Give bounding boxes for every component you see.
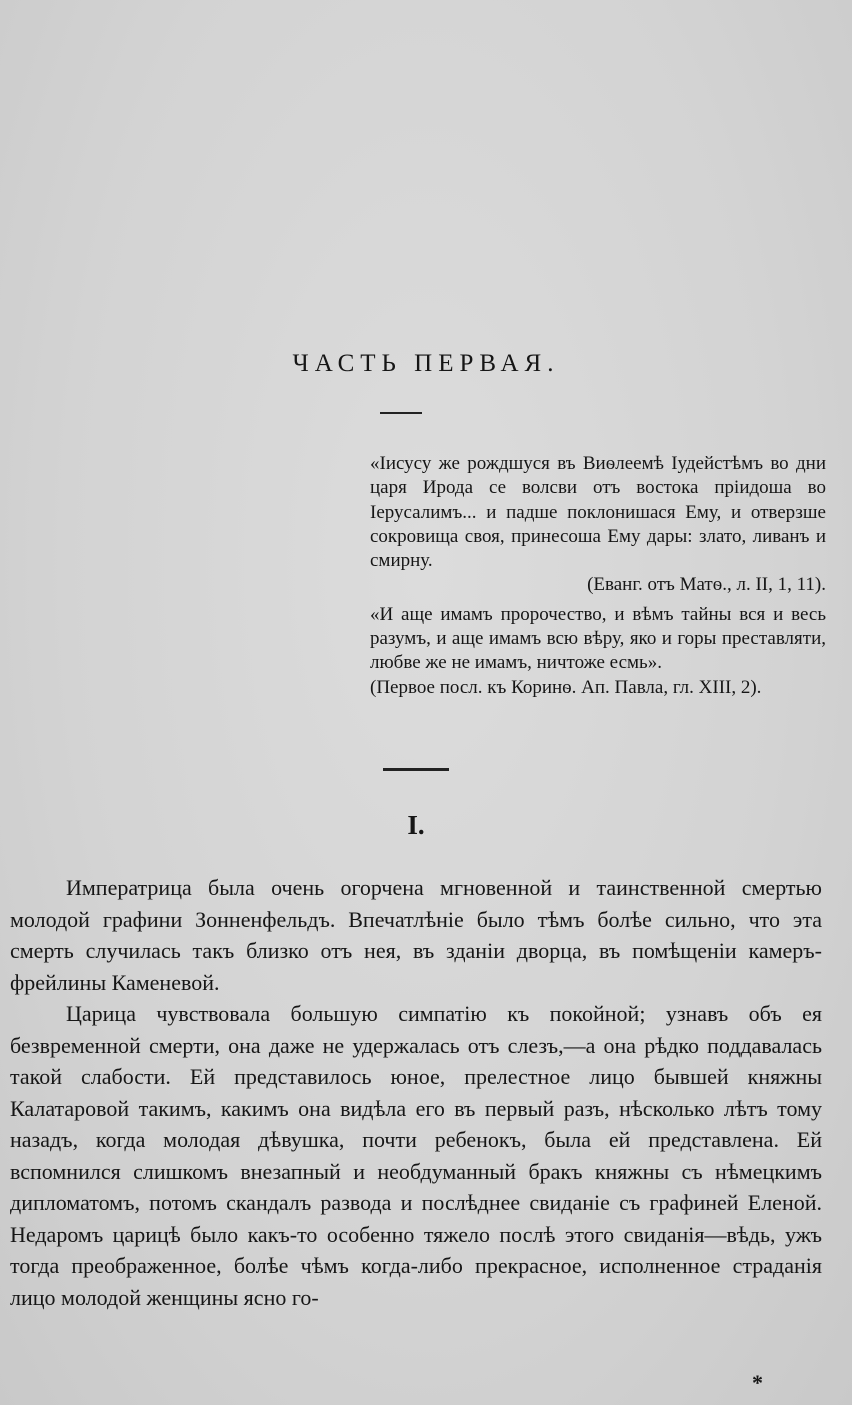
chapter-body xyxy=(10,872,822,1313)
epigraph-block xyxy=(370,452,826,700)
epigraph-quote-2: «И аще имамъ пророчество, и вѣмъ тайны вся и весь разумъ, и аще имамъ всю вѣру, яко и горы преставляти, любве же не имамъ, ничтоже есмь». xyxy=(370,603,826,674)
part-title: ЧАСТЬ ПЕРВАЯ. xyxy=(292,350,560,377)
chapter-number: I. xyxy=(407,810,425,840)
paragraph-2: Царица чувствовала большую симпатію къ покойной; узнавъ объ ея безвременной смерти, она даже не удержалась отъ слезъ,—а она рѣдко поддавалась такой слабости. Ей представилось юное, прелестное лицо бывшей княжны Калатаровой такимъ, какимъ она видѣла его въ первый разъ, нѣсколько лѣтъ тому назадъ, когда молодая дѣвушка, почти ребенокъ, была ей представлена. Ей вспомнился слишкомъ внезапный и необдуманный бракъ княжны съ нѣмецкимъ дипломатомъ, потомъ скандалъ развода и послѣднее свиданіе съ графиней Еленой. Недаромъ царицѣ было какъ-то особенно тяжело послѣ этого свиданія—вѣдь, ужъ тогда преображенное, болѣе чѣмъ когда-либо прекрасное, исполненное страданія лицо молодой женщины ясно го- xyxy=(10,1001,822,1310)
epigraph-quote-1: «Iисусу же рождшуся въ Виѳлеемѣ Iудейстѣмъ во дни царя Ирода се волсви отъ востока пріидоша во Iерусалимъ... и падше поклонишася Ему, и отверзше сокровища своя, принесоша Ему дары: злато, ливанъ и смирну. xyxy=(370,453,826,572)
epigraph-divider xyxy=(383,768,449,771)
epigraph-source-1: (Еванг. отъ Матѳ., л. II, 1, 11). xyxy=(587,574,826,596)
title-divider xyxy=(380,412,422,414)
paragraph-1: Императрица была очень огорчена мгновенной и таинственной смертью молодой графини Зонненфельдъ. Впечатлѣніе было тѣмъ болѣе сильно, что эта смерть случилась такъ близко отъ нея, въ зданіи дворца, въ помѣщеніи камеръ-фрейлины Каменевой. xyxy=(10,875,822,995)
epigraph-source-2: (Первое посл. къ Коринѳ. Ап. Павла, гл. XIII, 2). xyxy=(370,676,762,698)
signature-mark: * xyxy=(752,1370,763,1395)
